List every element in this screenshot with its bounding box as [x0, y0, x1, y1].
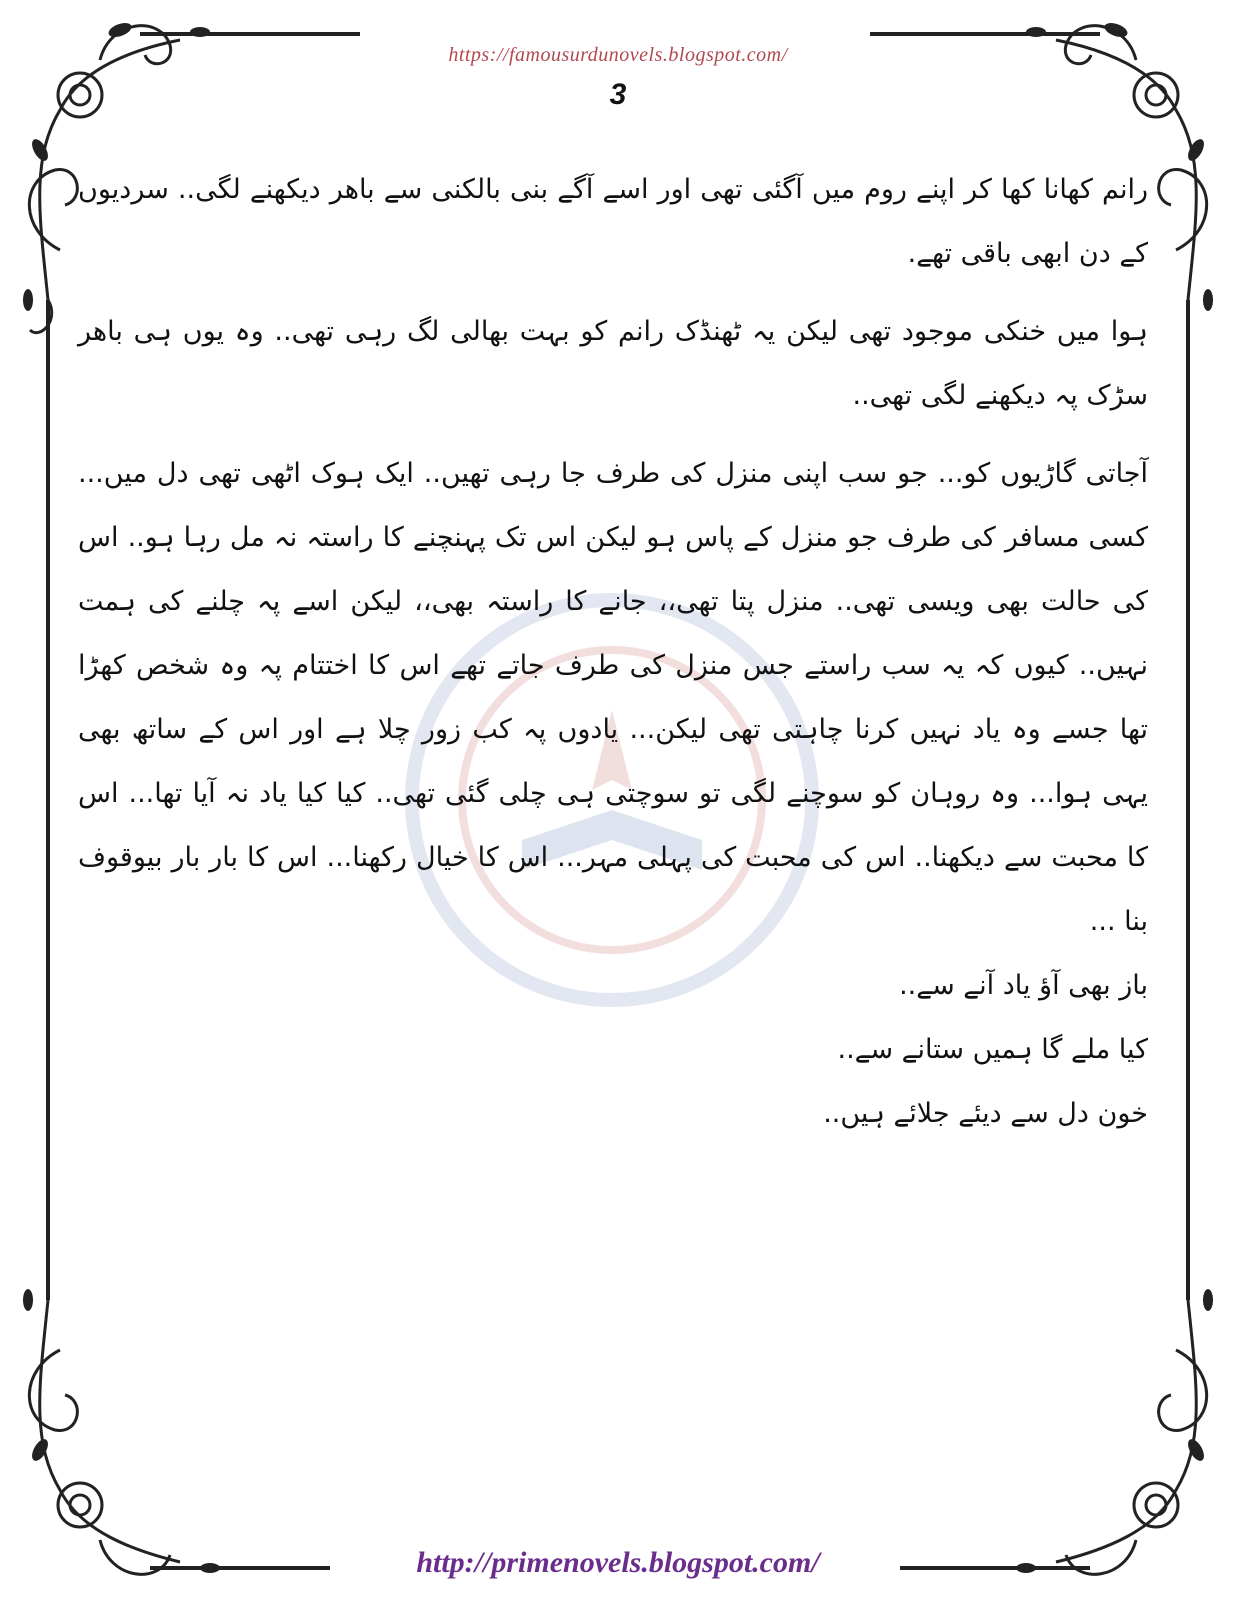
floral-corner-ornament-icon: [29, 1300, 180, 1574]
verse-line-2: کیا ملے گا ہمیں ستانے سے..: [837, 1034, 1148, 1065]
verse-line-3: خون دل سے دیئے جلائے ہیں..: [823, 1098, 1148, 1129]
footer-url[interactable]: http://primenovels.blogspot.com/: [416, 1546, 820, 1579]
header-url[interactable]: https://famousurdunovels.blogspot.com/: [448, 44, 788, 66]
page-number: 3: [609, 78, 627, 111]
paragraph-1: رانم کھانا کھا کر اپنے روم میں آگئی تھی اور اسے آگے بنی بالکنی سے باھر دیکھنے لگی.. سردیوں کے دن ابھی باقی تھے.: [78, 174, 1148, 269]
paragraph-2: ہوا میں خنکی موجود تھی لیکن یہ ٹھنڈک رانم کو بہت بھالی لگ رہی تھی.. وہ یوں ہی باھر سڑک پہ دیکھنے لگی تھی..: [78, 316, 1148, 411]
floral-corner-ornament-icon: [1056, 1300, 1207, 1574]
verse-line-1: باز بھی آؤ یاد آنے سے..: [899, 970, 1148, 1001]
story-text: [78, 158, 1148, 1146]
paragraph-3: آجاتی گاڑیوں کو... جو سب اپنی منزل کی طرف جا رہی تھیں.. ایک ہوک اٹھی تھی دل میں... کسی مسافر کی طرف جو منزل کے پاس ہو لیکن اس تک پہنچنے کا راستہ نہ مل رہا ہو.. اس کی حالت بھی ویسی تھی.. منزل پتا تھی،، جانے کا راستہ بھی،، لیکن اسے پہ چلنے کی ہمت نہیں.. کیوں کہ یہ سب راستے جس منزل کی طرف جاتے تھے اس کا اختتام پہ وہ شخص کھڑا تھا جسے وہ یاد نہیں کرنا چاہتی تھی لیکن... یادوں پہ کب زور چلا ہے اور اس کے ساتھ بھی یہی ہوا... وہ روہان کو سوچنے لگی تو سوچتی ہی چلی گئی تھی.. کیا کیا یاد نہ آیا تھا... اس کا محبت سے دیکھنا.. اس کی محبت کی پہلی مہر... اس کا خیال رکھنا... اس کا بار بار بیوقوف بنا ...: [78, 458, 1148, 937]
